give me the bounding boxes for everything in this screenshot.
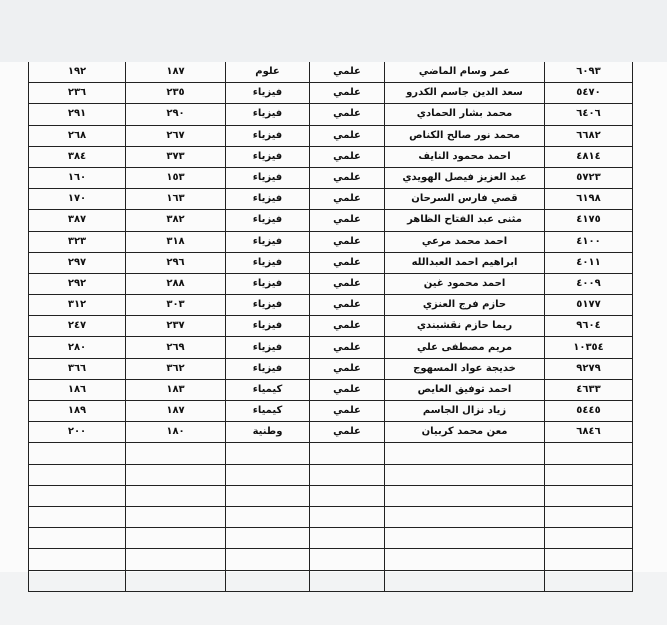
score-cell: ٢٣٥ bbox=[126, 83, 226, 104]
exam-id-cell: ٦٤٠٦ bbox=[545, 104, 633, 125]
student-name-cell: مثنى عبد الفتاح الظاهر bbox=[385, 210, 545, 231]
branch-cell: علمي bbox=[310, 189, 385, 210]
total-cell bbox=[29, 506, 126, 527]
branch-cell: علمي bbox=[310, 337, 385, 358]
student-name-cell bbox=[385, 549, 545, 570]
table-row bbox=[29, 104, 633, 125]
subject-cell bbox=[226, 485, 310, 506]
total-cell: ١٩٢ bbox=[29, 62, 126, 83]
student-name-cell bbox=[385, 506, 545, 527]
table-row bbox=[29, 379, 633, 400]
table-row bbox=[29, 316, 633, 337]
subject-cell: فيزياء bbox=[226, 252, 310, 273]
subject-cell: فيزياء bbox=[226, 189, 310, 210]
branch-cell: علمي bbox=[310, 167, 385, 188]
score-cell: ٢٦٩ bbox=[126, 337, 226, 358]
subject-cell: فيزياء bbox=[226, 273, 310, 294]
score-cell: ١٦٣ bbox=[126, 189, 226, 210]
student-name-cell: احمد محمود غين bbox=[385, 273, 545, 294]
exam-id-cell bbox=[545, 443, 633, 464]
total-cell: ٣١٢ bbox=[29, 295, 126, 316]
student-name-cell: عمر وسام الماضي bbox=[385, 62, 545, 83]
student-name-cell bbox=[385, 528, 545, 549]
student-name-cell: محمد بشار الحمادي bbox=[385, 104, 545, 125]
score-cell bbox=[126, 570, 226, 591]
exam-id-cell: ٤٠١١ bbox=[545, 252, 633, 273]
table-row bbox=[29, 506, 633, 527]
subject-cell: علوم bbox=[226, 62, 310, 83]
branch-cell: علمي bbox=[310, 62, 385, 83]
student-name-cell: احمد محمد مرعي bbox=[385, 231, 545, 252]
total-cell: ٣٦٦ bbox=[29, 358, 126, 379]
score-cell bbox=[126, 464, 226, 485]
score-cell: ٣١٨ bbox=[126, 231, 226, 252]
student-name-cell: معن محمد كربيان bbox=[385, 422, 545, 443]
branch-cell: علمي bbox=[310, 125, 385, 146]
branch-cell: علمي bbox=[310, 379, 385, 400]
student-name-cell: احمد توفيق العايص bbox=[385, 379, 545, 400]
score-cell bbox=[126, 485, 226, 506]
total-cell: ٢٩٧ bbox=[29, 252, 126, 273]
score-cell: ٣٨٢ bbox=[126, 210, 226, 231]
table-row bbox=[29, 443, 633, 464]
table-row bbox=[29, 189, 633, 210]
table-row bbox=[29, 528, 633, 549]
table-row bbox=[29, 167, 633, 188]
total-cell: ٢٦٨ bbox=[29, 125, 126, 146]
score-cell: ٢٣٧ bbox=[126, 316, 226, 337]
table-row bbox=[29, 549, 633, 570]
table-row bbox=[29, 570, 633, 591]
score-cell: ٢٨٨ bbox=[126, 273, 226, 294]
branch-cell bbox=[310, 549, 385, 570]
total-cell: ٢٩٢ bbox=[29, 273, 126, 294]
exam-id-cell: ٥١٧٧ bbox=[545, 295, 633, 316]
exam-id-cell: ١٠٣٥٤ bbox=[545, 337, 633, 358]
score-cell: ١٨٣ bbox=[126, 379, 226, 400]
student-name-cell: زياد نزال الجاسم bbox=[385, 401, 545, 422]
table-row bbox=[29, 358, 633, 379]
exam-id-cell: ٦٦٨٢ bbox=[545, 125, 633, 146]
score-cell: ١٨٧ bbox=[126, 62, 226, 83]
table-row bbox=[29, 485, 633, 506]
student-name-cell: خديجة عواد المسهوج bbox=[385, 358, 545, 379]
total-cell: ١٦٠ bbox=[29, 167, 126, 188]
table-row bbox=[29, 231, 633, 252]
table-row bbox=[29, 210, 633, 231]
exam-id-cell: ٦٠٩٣ bbox=[545, 62, 633, 83]
exam-id-cell: ٦١٩٨ bbox=[545, 189, 633, 210]
branch-cell: علمي bbox=[310, 295, 385, 316]
exam-id-cell: ٩٦٠٤ bbox=[545, 316, 633, 337]
student-name-cell: حازم فرج العنزي bbox=[385, 295, 545, 316]
student-name-cell: ريما حازم نقشبندي bbox=[385, 316, 545, 337]
score-cell: ١٥٣ bbox=[126, 167, 226, 188]
student-name-cell: عبد العزيز فيصل الهويدي bbox=[385, 167, 545, 188]
exam-id-cell: ٤١٧٥ bbox=[545, 210, 633, 231]
subject-cell: فيزياء bbox=[226, 295, 310, 316]
score-cell bbox=[126, 549, 226, 570]
total-cell: ٢٨٠ bbox=[29, 337, 126, 358]
branch-cell bbox=[310, 443, 385, 464]
branch-cell: علمي bbox=[310, 358, 385, 379]
subject-cell: فيزياء bbox=[226, 337, 310, 358]
total-cell: ١٨٦ bbox=[29, 379, 126, 400]
subject-cell bbox=[226, 528, 310, 549]
table-row bbox=[29, 125, 633, 146]
subject-cell bbox=[226, 506, 310, 527]
exam-id-cell: ٦٨٤٦ bbox=[545, 422, 633, 443]
branch-cell: علمي bbox=[310, 146, 385, 167]
branch-cell: علمي bbox=[310, 83, 385, 104]
exam-id-cell bbox=[545, 570, 633, 591]
exam-id-cell: ٥٤٧٠ bbox=[545, 83, 633, 104]
score-cell: ١٨٧ bbox=[126, 401, 226, 422]
branch-cell: علمي bbox=[310, 210, 385, 231]
total-cell bbox=[29, 549, 126, 570]
total-cell: ٣٨٧ bbox=[29, 210, 126, 231]
score-cell: ٢٩٠ bbox=[126, 104, 226, 125]
subject-cell: فيزياء bbox=[226, 104, 310, 125]
total-cell bbox=[29, 443, 126, 464]
total-cell: ٣٨٤ bbox=[29, 146, 126, 167]
score-cell: ٣٧٣ bbox=[126, 146, 226, 167]
exam-id-cell bbox=[545, 506, 633, 527]
student-name-cell: احمد محمود النايف bbox=[385, 146, 545, 167]
total-cell bbox=[29, 528, 126, 549]
exam-id-cell: ٩٢٧٩ bbox=[545, 358, 633, 379]
score-cell bbox=[126, 528, 226, 549]
score-cell bbox=[126, 506, 226, 527]
exam-id-cell bbox=[545, 528, 633, 549]
exam-id-cell: ٤٠٠٩ bbox=[545, 273, 633, 294]
subject-cell: كيمياء bbox=[226, 401, 310, 422]
branch-cell: علمي bbox=[310, 316, 385, 337]
subject-cell bbox=[226, 570, 310, 591]
table-row bbox=[29, 464, 633, 485]
branch-cell: علمي bbox=[310, 401, 385, 422]
table-row bbox=[29, 295, 633, 316]
score-cell: ٣٠٣ bbox=[126, 295, 226, 316]
results-table-body bbox=[29, 62, 633, 591]
total-cell: ١٧٠ bbox=[29, 189, 126, 210]
subject-cell: فيزياء bbox=[226, 167, 310, 188]
score-cell: ٢٩٦ bbox=[126, 252, 226, 273]
branch-cell bbox=[310, 464, 385, 485]
total-cell: ٢٩١ bbox=[29, 104, 126, 125]
student-name-cell: قصي فارس السرحان bbox=[385, 189, 545, 210]
branch-cell: علمي bbox=[310, 231, 385, 252]
exam-id-cell bbox=[545, 549, 633, 570]
total-cell: ٢٤٧ bbox=[29, 316, 126, 337]
table-row bbox=[29, 62, 633, 83]
subject-cell: كيمياء bbox=[226, 379, 310, 400]
score-cell: ٣٦٢ bbox=[126, 358, 226, 379]
table-row bbox=[29, 337, 633, 358]
photo-top-margin bbox=[0, 0, 667, 62]
exam-id-cell: ٤٦٣٣ bbox=[545, 379, 633, 400]
branch-cell bbox=[310, 570, 385, 591]
subject-cell: فيزياء bbox=[226, 125, 310, 146]
total-cell bbox=[29, 485, 126, 506]
results-table bbox=[28, 62, 633, 592]
student-name-cell: مريم مصطفى علي bbox=[385, 337, 545, 358]
exam-id-cell: ٥٤٤٥ bbox=[545, 401, 633, 422]
exam-id-cell bbox=[545, 485, 633, 506]
total-cell bbox=[29, 464, 126, 485]
score-cell: ٢٦٧ bbox=[126, 125, 226, 146]
subject-cell: فيزياء bbox=[226, 358, 310, 379]
total-cell: ٣٢٣ bbox=[29, 231, 126, 252]
table-row bbox=[29, 252, 633, 273]
student-name-cell: سعد الدين جاسم الكدرو bbox=[385, 83, 545, 104]
branch-cell: علمي bbox=[310, 252, 385, 273]
student-name-cell bbox=[385, 570, 545, 591]
branch-cell: علمي bbox=[310, 104, 385, 125]
branch-cell: علمي bbox=[310, 422, 385, 443]
table-row bbox=[29, 401, 633, 422]
subject-cell: فيزياء bbox=[226, 231, 310, 252]
total-cell: ١٨٩ bbox=[29, 401, 126, 422]
subject-cell: فيزياء bbox=[226, 83, 310, 104]
subject-cell: فيزياء bbox=[226, 316, 310, 337]
score-cell: ١٨٠ bbox=[126, 422, 226, 443]
total-cell: ٢٠٠ bbox=[29, 422, 126, 443]
student-name-cell bbox=[385, 443, 545, 464]
table-row bbox=[29, 146, 633, 167]
subject-cell: فيزياء bbox=[226, 146, 310, 167]
subject-cell bbox=[226, 464, 310, 485]
branch-cell: علمي bbox=[310, 273, 385, 294]
student-name-cell bbox=[385, 464, 545, 485]
table-row bbox=[29, 422, 633, 443]
exam-id-cell: ٥٧٢٣ bbox=[545, 167, 633, 188]
branch-cell bbox=[310, 528, 385, 549]
branch-cell bbox=[310, 506, 385, 527]
exam-id-cell bbox=[545, 464, 633, 485]
score-cell bbox=[126, 443, 226, 464]
student-name-cell: محمد نور صالح الكناص bbox=[385, 125, 545, 146]
subject-cell bbox=[226, 443, 310, 464]
subject-cell bbox=[226, 549, 310, 570]
total-cell: ٢٣٦ bbox=[29, 83, 126, 104]
subject-cell: وطنية bbox=[226, 422, 310, 443]
table-row bbox=[29, 83, 633, 104]
table-row bbox=[29, 273, 633, 294]
exam-id-cell: ٤١٠٠ bbox=[545, 231, 633, 252]
total-cell bbox=[29, 570, 126, 591]
branch-cell bbox=[310, 485, 385, 506]
subject-cell: فيزياء bbox=[226, 210, 310, 231]
student-name-cell bbox=[385, 485, 545, 506]
exam-id-cell: ٤٨١٤ bbox=[545, 146, 633, 167]
student-name-cell: ابراهيم احمد العبدالله bbox=[385, 252, 545, 273]
